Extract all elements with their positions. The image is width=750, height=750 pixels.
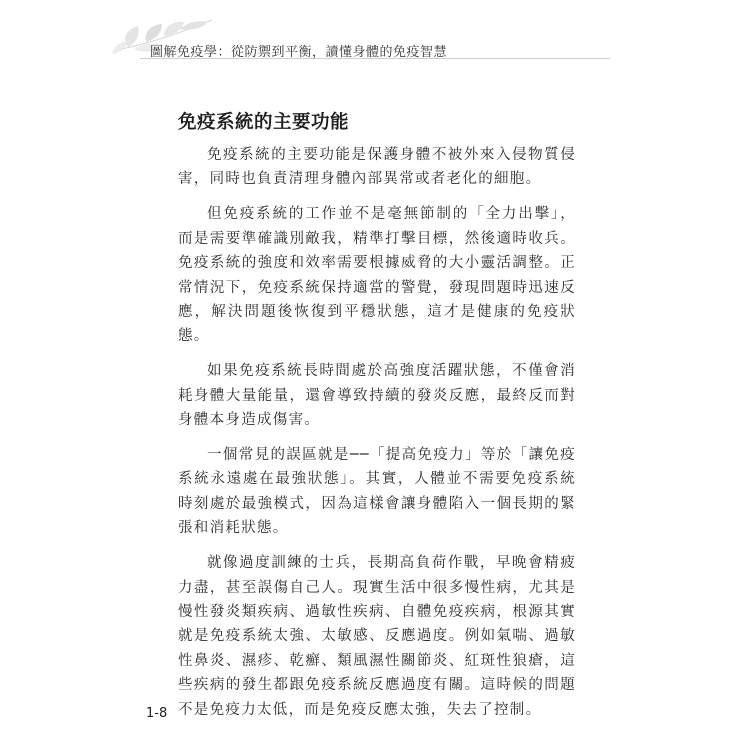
paragraph: 如果免疫系統長時間處於高強度活躍狀態，不僅會消耗身體大量能量，還會導致持續的發炎反應，最終反而對身體本身造成傷害。 [178, 363, 576, 429]
body-text [178, 143, 576, 732]
page-number: 1-8 [146, 706, 168, 721]
running-header-title: 圖解免疫學：從防禦到平衡，讀懂身體的免疫智慧 [150, 45, 448, 60]
paragraph: 就像過度訓練的士兵，長期高負荷作戰，早晚會精疲力盡，甚至誤傷自己人。現實生活中很多慢性病，尤其是慢性發炎類疾病、過敏性疾病、自體免疫疾病，根源其實就是免疫系統太強、太敏感、反應過度。例如氣喘、過敏性鼻炎、濕疹、乾癬、類風濕性關節炎、紅斑性狼瘡，這些疾病的發生都跟免疫系統反應過度有關。這時候的問題不是免疫力太低，而是免疫反應太強，失去了控制。 [178, 555, 576, 718]
paragraph: 一個常見的誤區就是──「提高免疫力」等於「讓免疫系統永遠處在最強狀態」。其實，人體並不需要免疫系統時刻處於最強模式，因為這樣會讓身體陷入一個長期的緊張和消耗狀態。 [178, 446, 576, 537]
paragraph: 免疫系統的主要功能是保護身體不被外來入侵物質侵害，同時也負責清理身體內部異常或者老化的細胞。 [178, 147, 576, 188]
section-title: 免疫系統的主要功能 [178, 112, 350, 133]
paragraph: 但免疫系統的工作並不是毫無節制的「全力出擊」，而是需要準確識別敵我，精準打擊目標，然後適時收兵。免疫系統的強度和效率需要根據威脅的大小靈活調整。正常情況下，免疫系統保持適當的警覺，發現問題時迅速反應，解決問題後恢復到平穩狀態，這才是健康的免疫狀態。 [178, 206, 576, 345]
